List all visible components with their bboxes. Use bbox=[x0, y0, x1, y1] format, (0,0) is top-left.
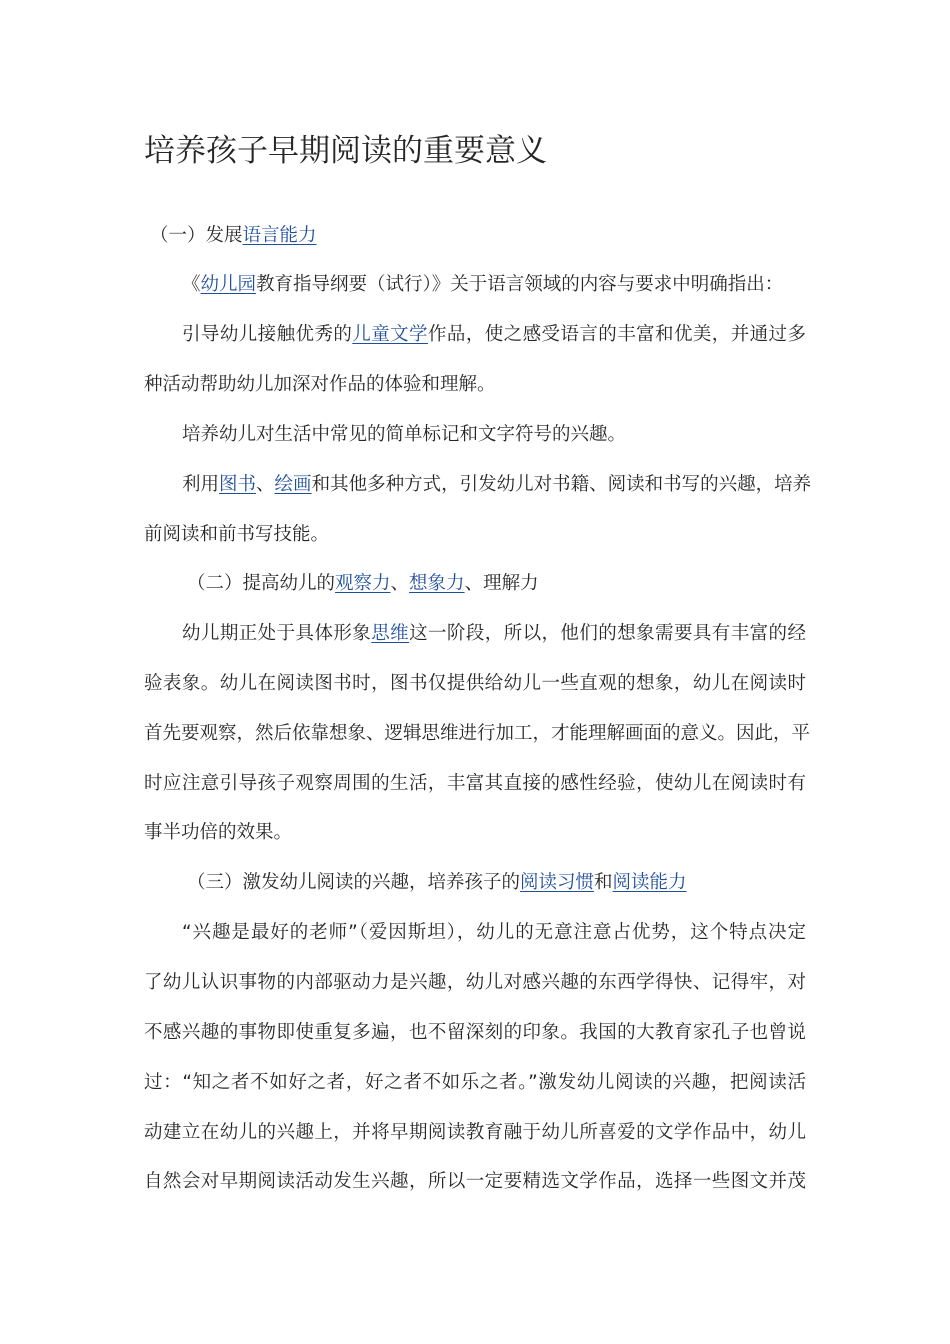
paragraph-text: 《 bbox=[182, 274, 201, 295]
paragraph-text: 利用 bbox=[182, 474, 220, 495]
paragraph-line: 首先要观察，然后依靠想象、逻辑思维进行加工，才能理解画面的意义。因此，平 bbox=[144, 723, 811, 744]
section-heading-2 bbox=[187, 569, 539, 599]
paragraph-text: 这一阶段，所以，他们的想象需要具有丰富的经 bbox=[409, 623, 806, 644]
link-reading-habits[interactable]: 阅读习惯 bbox=[520, 872, 595, 893]
link-kindergarten[interactable]: 幼儿园 bbox=[200, 274, 257, 295]
paragraph-line: 培养幼儿对生活中常见的简单标记和文字符号的兴趣。 bbox=[182, 424, 627, 445]
paragraph-line: 时应注意引导孩子观察周围的生活，丰富其直接的感性经验，使幼儿在阅读时有 bbox=[144, 773, 806, 794]
paragraph-line bbox=[182, 470, 812, 500]
link-reading-ability[interactable]: 阅读能力 bbox=[612, 872, 687, 893]
paragraph-text: 和其他多种方式，引发幼儿对书籍、阅读和书写的兴趣，培养 bbox=[311, 474, 812, 495]
paragraph-line bbox=[182, 320, 806, 350]
link-observation[interactable]: 观察力 bbox=[335, 573, 391, 594]
section-heading-text: （三）激发幼儿阅读的兴趣，培养孩子的 bbox=[187, 872, 521, 893]
section-heading-text: 和 bbox=[594, 872, 613, 893]
paragraph-text: 教育指导纲要（试行）》关于语言领域的内容与要求中明确指出： bbox=[256, 274, 784, 295]
link-drawing[interactable]: 绘画 bbox=[274, 474, 312, 495]
paragraph-line: 验表象。幼儿在阅读图书时，图书仅提供给幼儿一些直观的想象，幼儿在阅读时 bbox=[144, 673, 806, 694]
link-thinking[interactable]: 思维 bbox=[371, 623, 410, 644]
section-heading-text: 、 bbox=[390, 573, 410, 594]
link-children-literature[interactable]: 儿童文学 bbox=[352, 324, 428, 345]
paragraph-line bbox=[182, 270, 783, 300]
section-heading-1 bbox=[150, 221, 317, 251]
section-heading-text: （一）发展 bbox=[150, 225, 243, 246]
link-imagination[interactable]: 想象力 bbox=[409, 573, 465, 594]
paragraph-line: 种活动帮助幼儿加深对作品的体验和理解。 bbox=[144, 374, 496, 395]
paragraph-line: 了幼儿认识事物的内部驱动力是兴趣，幼儿对感兴趣的东西学得快、记得牢，对 bbox=[144, 972, 806, 993]
link-language-ability[interactable]: 语言能力 bbox=[242, 225, 317, 246]
paragraph-line: 自然会对早期阅读活动发生兴趣，所以一定要精选文学作品，选择一些图文并茂 bbox=[144, 1171, 806, 1192]
section-heading-3 bbox=[187, 868, 687, 898]
paragraph-line bbox=[182, 619, 806, 649]
paragraph-line: 过：“知之者不如好之者，好之者不如乐之者。”激发幼儿阅读的兴趣，把阅读活 bbox=[144, 1072, 806, 1093]
paragraph-line: 前阅读和前书写技能。 bbox=[144, 524, 330, 545]
paragraph-line: 不感兴趣的事物即使重复多遍，也不留深刻的印象。我国的大教育家孔子也曾说 bbox=[144, 1022, 806, 1043]
link-books[interactable]: 图书 bbox=[219, 474, 257, 495]
paragraph-line: “兴趣是最好的老师”（爱因斯坦），幼儿的无意注意占优势，这个特点决定 bbox=[182, 922, 806, 943]
paragraph-text: 引导幼儿接触优秀的 bbox=[182, 324, 353, 345]
paragraph-text: 作品，使之感受语言的丰富和优美，并通过多 bbox=[427, 324, 806, 345]
section-heading-text: （二）提高幼儿的 bbox=[187, 573, 336, 594]
paragraph-line: 事半功倍的效果。 bbox=[144, 822, 293, 843]
paragraph-text: 幼儿期正处于具体形象 bbox=[182, 623, 372, 644]
paragraph-line: 动建立在幼儿的兴趣上，并将早期阅读教育融于幼儿所喜爱的文学作品中，幼儿 bbox=[144, 1122, 806, 1143]
paragraph-text: 、 bbox=[256, 474, 275, 495]
section-heading-text: 、理解力 bbox=[464, 573, 539, 594]
document-title: 培养孩子早期阅读的重要意义 bbox=[144, 133, 547, 169]
